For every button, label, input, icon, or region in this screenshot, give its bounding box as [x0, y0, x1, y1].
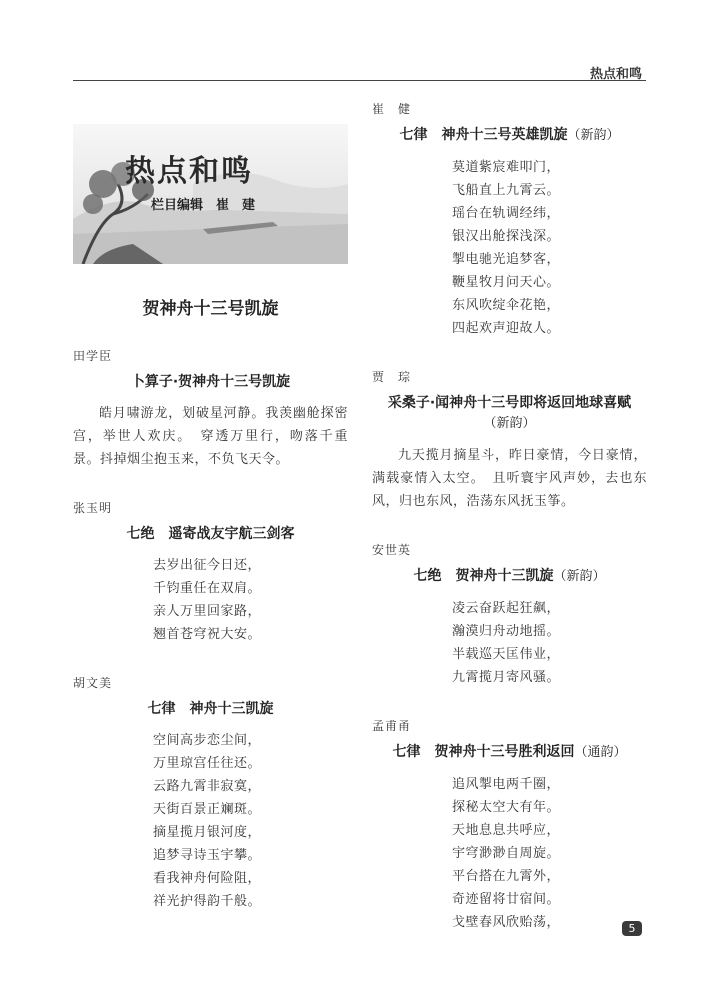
poem-line: 奇迹留将廿宿间。	[452, 892, 561, 907]
poem-line: 银汉出舱探浅深。	[452, 229, 561, 244]
poem-line: 凌云奋跃起狂飙，	[452, 601, 561, 616]
poem-line: 翘首苍穹祝大安。	[153, 627, 262, 642]
poem-lines	[73, 729, 348, 913]
left-column	[73, 94, 348, 913]
header-divider	[73, 80, 646, 81]
poem-line: 万里琼宫任往还。	[153, 756, 262, 771]
poem-line: 空间高步恋尘间，	[153, 733, 262, 748]
poem-block	[372, 368, 647, 513]
poem-block	[372, 717, 647, 934]
column-editor: 栏目编辑 崔 建	[151, 198, 256, 213]
poem-lines	[73, 554, 348, 646]
poem-line: 亲人万里回家路，	[153, 604, 262, 619]
poem-title: 七律 神舟十三号英雄凯旋（新韵）	[399, 127, 620, 143]
poem-line: 瑶台在轨调经纬，	[452, 206, 561, 221]
poem-line: 半载巡天匡伟业，	[452, 647, 561, 662]
poem-author: 田学臣	[73, 349, 113, 363]
poem-author: 崔 健	[372, 102, 412, 116]
poem-line: 宇穹渺渺自周旋。	[452, 846, 561, 861]
poem-title: 七绝 遥寄战友宇航三剑客	[126, 526, 295, 542]
poem-line: 追风掣电两千圈，	[452, 777, 561, 792]
poem-line: 莫道紫宸难叩门，	[452, 160, 561, 175]
poem-author: 胡文美	[73, 676, 113, 690]
poem-line: 天街百景正斓斑。	[153, 802, 262, 817]
poem-block	[73, 499, 348, 646]
poem-line: 东风吹绽伞花艳，	[452, 298, 561, 313]
poem-title: 七律 贺神舟十三号胜利返回（通韵）	[392, 744, 627, 760]
poem-line: 四起欢声迎故人。	[452, 321, 561, 336]
poem-prose: 九天揽月摘星斗，昨日豪情，今日豪情，满载豪情入太空。 且听寰宇风声妙，去也东风，归也东风，浩荡东风抚玉筝。	[372, 448, 647, 509]
poem-line: 天地息息共呼应，	[452, 823, 561, 838]
feature-title: 贺神舟十三号凯旋	[142, 299, 279, 319]
poem-line: 戈壁春风欣贻荡，	[452, 915, 561, 930]
banner-title: 热点和鸣	[125, 154, 253, 189]
poem-line: 九霄揽月寄风骚。	[452, 670, 561, 685]
poem-line: 探秘太空大有年。	[452, 800, 561, 815]
poem-title: 七绝 贺神舟十三凯旋（新韵）	[413, 568, 606, 584]
poem-line: 去岁出征今日还，	[153, 558, 262, 573]
section-header: 热点和鸣	[589, 67, 642, 82]
right-column	[372, 94, 647, 934]
poem-line: 追梦寻诗玉宇攀。	[153, 848, 262, 863]
poem-author: 安世英	[372, 543, 412, 557]
poem-lines	[372, 773, 647, 934]
poem-prose: 皓月啸游龙，划破星河静。我羡幽舱探密宫，举世人欢庆。 穿透万里行，吻落千重景。抖掉烟尘抱玉来，不负飞天令。	[73, 406, 348, 467]
poem-line: 掣电驰光追梦客，	[452, 252, 561, 267]
poem-author: 张玉明	[73, 501, 113, 515]
banner-image	[73, 124, 348, 264]
poem-line: 瀚漠归舟动地摇。	[452, 624, 561, 639]
page-number: 5	[622, 921, 642, 936]
poem-line: 摘星揽月银河度，	[153, 825, 262, 840]
poem-line: 祥光护得韵千般。	[153, 894, 262, 909]
poem-block	[73, 347, 348, 471]
poem-line: 云路九霄非寂寞，	[153, 779, 262, 794]
poem-block	[73, 674, 348, 913]
poem-author: 贾 琮	[372, 370, 412, 384]
poem-lines	[372, 156, 647, 340]
poem-block	[372, 541, 647, 689]
poem-title: 采桑子·闻神舟十三号即将返回地球喜赋 （新韵）	[387, 395, 632, 431]
poem-title: 七律 神舟十三凯旋	[147, 701, 274, 717]
poem-line: 飞船直上九霄云。	[452, 183, 561, 198]
poem-title: 卜算子·贺神舟十三号凯旋	[130, 374, 291, 390]
poem-line: 看我神舟何险阻，	[153, 871, 262, 886]
poem-lines	[372, 597, 647, 689]
poem-line: 鞭星牧月问天心。	[452, 275, 561, 290]
poem-author: 孟甫甬	[372, 719, 412, 733]
poem-line: 千钧重任在双肩。	[153, 581, 262, 596]
poem-block	[372, 100, 647, 340]
poem-line: 平台搭在九霄外，	[452, 869, 561, 884]
